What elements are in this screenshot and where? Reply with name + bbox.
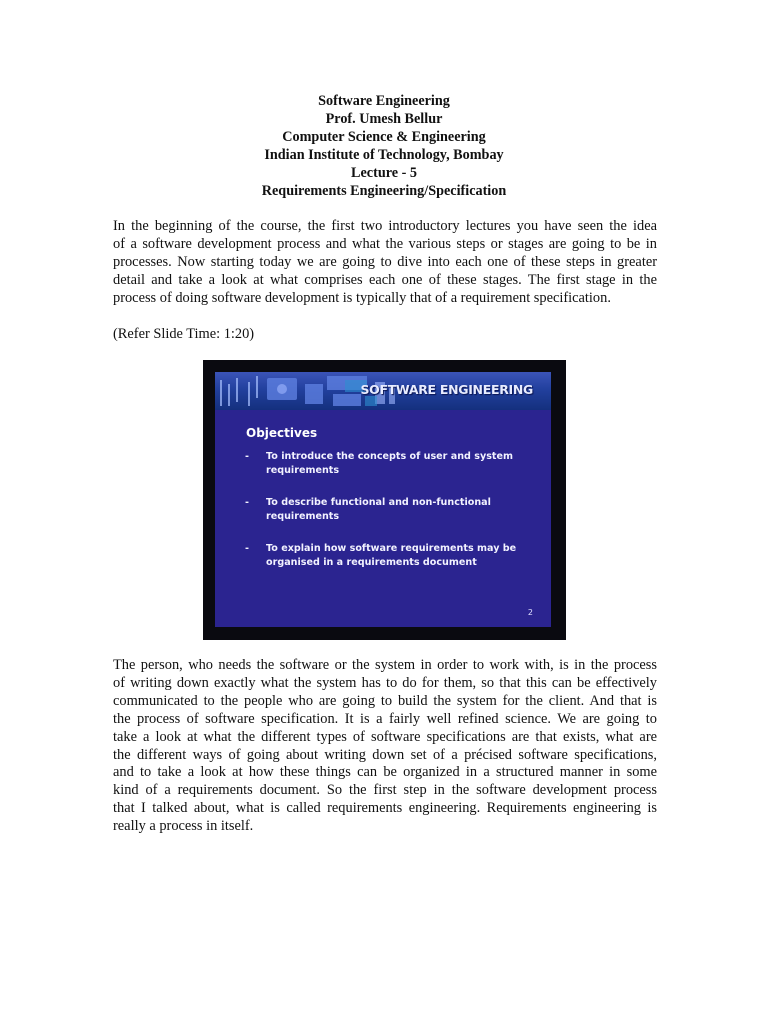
paragraph-line: process of doing software development is typically that of a requirement specification. — [113, 289, 611, 306]
document-header — [0, 92, 768, 200]
department-name: Computer Science & Engineering — [282, 129, 486, 145]
body-paragraph — [113, 657, 657, 836]
institute-name: Indian Institute of Technology, Bombay — [264, 147, 504, 163]
paragraph-line: The person, who needs the software or the system in order to work with, is in the process — [113, 657, 657, 673]
paragraph-line: of a software development process and what the various steps or stages are going to be in — [113, 235, 657, 252]
slide-objective-item — [243, 542, 543, 569]
slide-objective-item — [243, 450, 543, 477]
paragraph-line: the different ways of going about writing down set of a précised software specifications, — [113, 746, 657, 763]
bullet-dash: - — [245, 451, 249, 462]
lecture-slide — [203, 360, 566, 640]
slide-objectives-list — [243, 450, 543, 588]
course-title: Software Engineering — [318, 93, 450, 109]
paragraph-line: In the beginning of the course, the first two introductory lectures you have seen the idea — [113, 218, 657, 234]
objective-text-line: To introduce the concepts of user and system — [266, 451, 514, 462]
intro-paragraph — [113, 218, 657, 308]
slide-time-reference: (Refer Slide Time: 1:20) — [113, 326, 255, 342]
paragraph-line: of writing down exactly what the system has to do for them, so that this can be effectively — [113, 674, 657, 691]
professor-name: Prof. Umesh Bellur — [325, 111, 443, 127]
paragraph-line: kind of a requirements document. So the first step in the software development process — [113, 782, 657, 799]
slide-content — [215, 372, 551, 627]
paragraph-line: take a look at what the different types of software specifications are that exists, what are — [113, 728, 657, 745]
paragraph-line: the process of software specification. It is a fairly well refined science. We are going to — [113, 710, 657, 727]
paragraph-line: that I talked about, what is called requirements engineering. Requirements engineering is — [113, 800, 657, 817]
slide-heading: Objectives — [246, 426, 318, 440]
objective-text-line: requirements — [266, 464, 340, 476]
slide-banner — [215, 372, 551, 410]
lecture-number: Lecture - 5 — [351, 165, 417, 181]
slide-page-number: 2 — [527, 608, 533, 617]
paragraph-line: really a process in itself. — [113, 818, 254, 835]
objective-text-line: requirements — [266, 510, 340, 522]
lecture-title: Requirements Engineering/Specification — [261, 183, 507, 199]
paragraph-line: and to take a look at how these things can be organized in a structured manner in some — [113, 764, 657, 781]
objective-text-line: organised in a requirements document — [266, 556, 477, 568]
paragraph-line: detail and take a look at what comprises each one of these stages. The first stage in the — [113, 271, 657, 288]
slide-objective-item — [243, 496, 543, 523]
paragraph-line: communicated to the people who are going to build the system for the client. And that is — [113, 692, 657, 709]
objective-text-line: To explain how software requirements may be — [266, 543, 517, 554]
bullet-dash: - — [245, 497, 249, 508]
bullet-dash: - — [245, 543, 249, 554]
slide-banner-title: SOFTWARE ENGINEERING — [360, 382, 533, 397]
objective-text-line: To describe functional and non-functional — [266, 497, 491, 508]
paragraph-line: processes. Now starting today we are going to dive into each one of these steps in greater — [113, 253, 657, 270]
